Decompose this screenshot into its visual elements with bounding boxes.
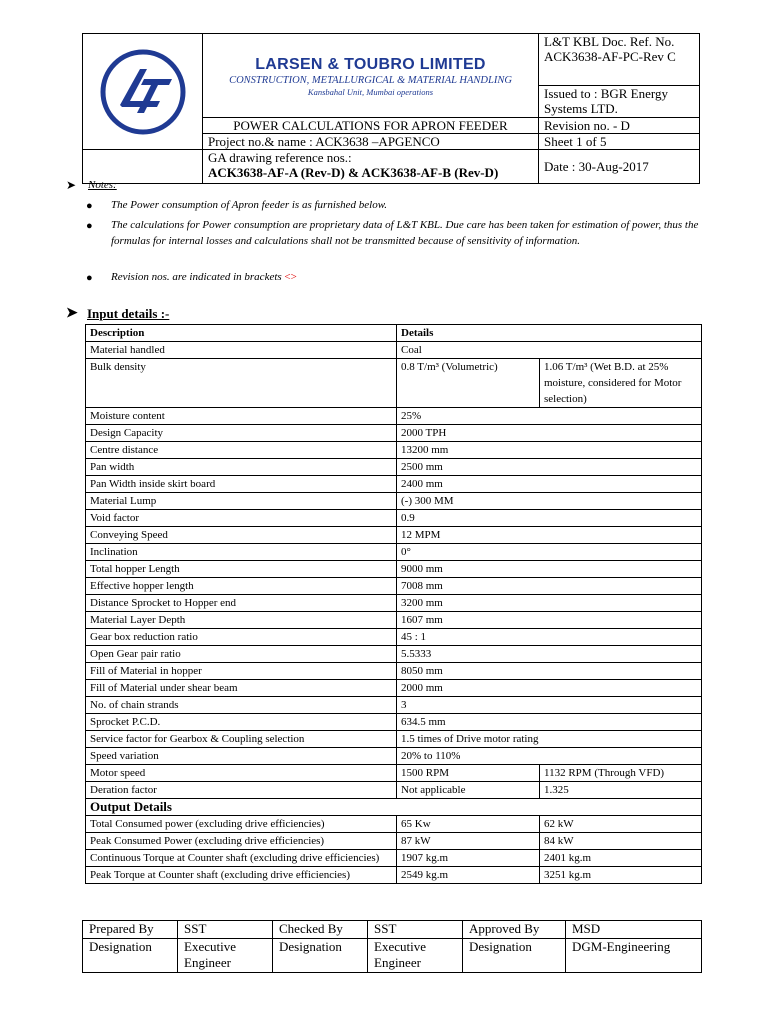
company-logo-icon — [100, 49, 186, 135]
table-row — [86, 714, 702, 731]
approved-by-label: Approved By — [463, 921, 566, 939]
output-description: Continuous Torque at Counter shaft (excluding drive efficiencies) — [86, 850, 397, 867]
row-description: Material Lump — [86, 493, 397, 510]
input-details-title: Input details :- — [87, 306, 170, 321]
row-value: 3 — [397, 697, 702, 714]
checked-designation: Executive Engineer — [368, 939, 463, 973]
table-row — [86, 765, 702, 782]
row-value: 3200 mm — [397, 595, 702, 612]
row-description: Effective hopper length — [86, 578, 397, 595]
output-value-alt: 2401 kg.m — [540, 850, 702, 867]
row-value: 1500 RPM — [397, 765, 540, 782]
checked-by: SST — [368, 921, 463, 939]
logo-cell — [83, 34, 203, 150]
row-description: Fill of Material in hopper — [86, 663, 397, 680]
row-value: 634.5 mm — [397, 714, 702, 731]
row-value-alt: 1.06 T/m³ (Wet B.D. at 25% moisture, considered for Motor selection) — [540, 359, 702, 408]
output-value-alt: 62 kW — [540, 816, 702, 833]
table-row — [86, 425, 702, 442]
approved-by: MSD — [566, 921, 702, 939]
row-value: 45 : 1 — [397, 629, 702, 646]
output-value-alt: 3251 kg.m — [540, 867, 702, 884]
output-description: Peak Consumed Power (excluding drive efficiencies) — [86, 833, 397, 850]
output-value: 2549 kg.m — [397, 867, 540, 884]
row-description: Material Layer Depth — [86, 612, 397, 629]
row-description: No. of chain strands — [86, 697, 397, 714]
doc-ref-value: ACK3638-AF-PC-Rev C — [544, 49, 676, 64]
row-value: (-) 300 MM — [397, 493, 702, 510]
output-row — [86, 850, 702, 867]
table-row — [86, 612, 702, 629]
table-row — [86, 442, 702, 459]
row-value: Coal — [397, 342, 702, 359]
row-description: Sprocket P.C.D. — [86, 714, 397, 731]
doc-ref-cell — [539, 34, 700, 86]
prepared-by-label: Prepared By — [83, 921, 178, 939]
issued-to: Issued to : BGR Energy Systems LTD. — [539, 86, 700, 118]
row-value: 5.5333 — [397, 646, 702, 663]
table-row — [86, 595, 702, 612]
row-description: Service factor for Gearbox & Coupling selection — [86, 731, 397, 748]
prepared-by: SST — [178, 921, 273, 939]
row-value-alt: 1132 RPM (Through VFD) — [540, 765, 702, 782]
company-name: LARSEN & TOUBRO LIMITED — [255, 55, 486, 73]
note-item — [111, 269, 726, 285]
table-row — [86, 748, 702, 765]
row-description: Centre distance — [86, 442, 397, 459]
table-row — [86, 476, 702, 493]
row-description: Total hopper Length — [86, 561, 397, 578]
row-description: Speed variation — [86, 748, 397, 765]
row-value: 12 MPM — [397, 527, 702, 544]
row-value: 2400 mm — [397, 476, 702, 493]
output-value: 1907 kg.m — [397, 850, 540, 867]
output-value: 65 Kw — [397, 816, 540, 833]
table-row — [86, 359, 702, 408]
row-value: 1.5 times of Drive motor rating — [397, 731, 702, 748]
company-block — [203, 34, 539, 118]
table-row — [86, 680, 702, 697]
row-value: 2000 mm — [397, 680, 702, 697]
table-row — [86, 544, 702, 561]
revision: Revision no. - D — [539, 118, 700, 134]
table-row — [86, 578, 702, 595]
table-row — [86, 646, 702, 663]
row-description: Inclination — [86, 544, 397, 561]
row-value: 1607 mm — [397, 612, 702, 629]
doc-ref-label: L&T KBL Doc. Ref. No. — [544, 34, 675, 49]
table-row — [86, 629, 702, 646]
row-value: 7008 mm — [397, 578, 702, 595]
row-value: 0.9 — [397, 510, 702, 527]
table-row — [86, 663, 702, 680]
designation-label: Designation — [463, 939, 566, 973]
table-row — [86, 342, 702, 359]
date: Date : 30-Aug-2017 — [539, 150, 700, 184]
row-description: Material handled — [86, 342, 397, 359]
note-item: The Power consumption of Apron feeder is as furnished below. — [111, 199, 388, 211]
row-description: Moisture content — [86, 408, 397, 425]
output-header-row — [86, 799, 702, 816]
row-description: Pan width — [86, 459, 397, 476]
table-row — [86, 408, 702, 425]
row-description: Motor speed — [86, 765, 397, 782]
prepared-designation: Executive Engineer — [178, 939, 273, 973]
table-header-row — [86, 325, 702, 342]
bullet-icon: ● — [86, 200, 93, 212]
row-description: Design Capacity — [86, 425, 397, 442]
table-row — [86, 459, 702, 476]
project: Project no.& name : ACK3638 –APGENCO — [203, 134, 539, 150]
document-title: POWER CALCULATIONS FOR APRON FEEDER — [203, 118, 539, 134]
company-unit: Kansbahal Unit, Mumbai operations — [307, 86, 434, 97]
input-details-table — [85, 324, 702, 884]
table-row — [86, 782, 702, 799]
row-value-alt: 1.325 — [540, 782, 702, 799]
row-description: Pan Width inside skirt board — [86, 476, 397, 493]
row-description: Bulk density — [86, 359, 397, 408]
designation-label: Designation — [273, 939, 368, 973]
row-description: Void factor — [86, 510, 397, 527]
notes-title: Notes: — [88, 179, 117, 191]
arrow-bullet-icon: ➤ — [66, 178, 77, 192]
row-value: 13200 mm — [397, 442, 702, 459]
row-description: Distance Sprocket to Hopper end — [86, 595, 397, 612]
table-row — [86, 697, 702, 714]
designation-label: Designation — [83, 939, 178, 973]
row-value: 25% — [397, 408, 702, 425]
row-description: Gear box reduction ratio — [86, 629, 397, 646]
output-value-alt: 84 kW — [540, 833, 702, 850]
arrow-bullet-icon: ➤ — [66, 306, 78, 321]
row-value: 0° — [397, 544, 702, 561]
header-description: Description — [86, 325, 397, 342]
row-value: 9000 mm — [397, 561, 702, 578]
row-description: Deration factor — [86, 782, 397, 799]
note-item: The calculations for Power consumption are proprietary data of L&T KBL. Due care has been taken for estimation of power, thus the formulas for internal losses and calculations shall not be transmitted because of sensitivity of information. — [111, 219, 699, 247]
table-row — [86, 510, 702, 527]
approval-table — [82, 920, 702, 973]
table-row — [86, 561, 702, 578]
bullet-icon: ● — [86, 220, 93, 232]
approved-designation: DGM-Engineering — [566, 939, 702, 973]
table-row — [86, 493, 702, 510]
row-value: 2000 TPH — [397, 425, 702, 442]
row-description: Open Gear pair ratio — [86, 646, 397, 663]
header-details: Details — [397, 325, 702, 342]
output-value: 87 kW — [397, 833, 540, 850]
note-item-text: Revision nos. are indicated in brackets — [111, 271, 282, 283]
output-title: Output Details — [86, 799, 702, 816]
company-division: CONSTRUCTION, METALLURGICAL & MATERIAL HANDLING — [229, 74, 512, 86]
row-value: 0.8 T/m³ (Volumetric) — [397, 359, 540, 408]
table-row — [86, 731, 702, 748]
table-row — [86, 527, 702, 544]
brackets-marker: <> — [284, 271, 297, 283]
ga-refs: ACK3638-AF-A (Rev-D) & ACK3638-AF-B (Rev-D) — [208, 165, 499, 180]
row-value: 8050 mm — [397, 663, 702, 680]
sheet: Sheet 1 of 5 — [539, 134, 700, 150]
bullet-icon: ● — [86, 272, 93, 284]
output-description: Total Consumed power (excluding drive efficiencies) — [86, 816, 397, 833]
row-description: Fill of Material under shear beam — [86, 680, 397, 697]
output-description: Peak Torque at Counter shaft (excluding drive efficiencies) — [86, 867, 397, 884]
output-row — [86, 867, 702, 884]
document-header — [82, 33, 700, 184]
checked-by-label: Checked By — [273, 921, 368, 939]
output-row — [86, 833, 702, 850]
row-value: 2500 mm — [397, 459, 702, 476]
row-value: Not applicable — [397, 782, 540, 799]
ga-label: GA drawing reference nos.: — [208, 150, 352, 165]
output-row — [86, 816, 702, 833]
row-value: 20% to 110% — [397, 748, 702, 765]
ga-drawing-cell — [203, 150, 539, 184]
row-description: Conveying Speed — [86, 527, 397, 544]
